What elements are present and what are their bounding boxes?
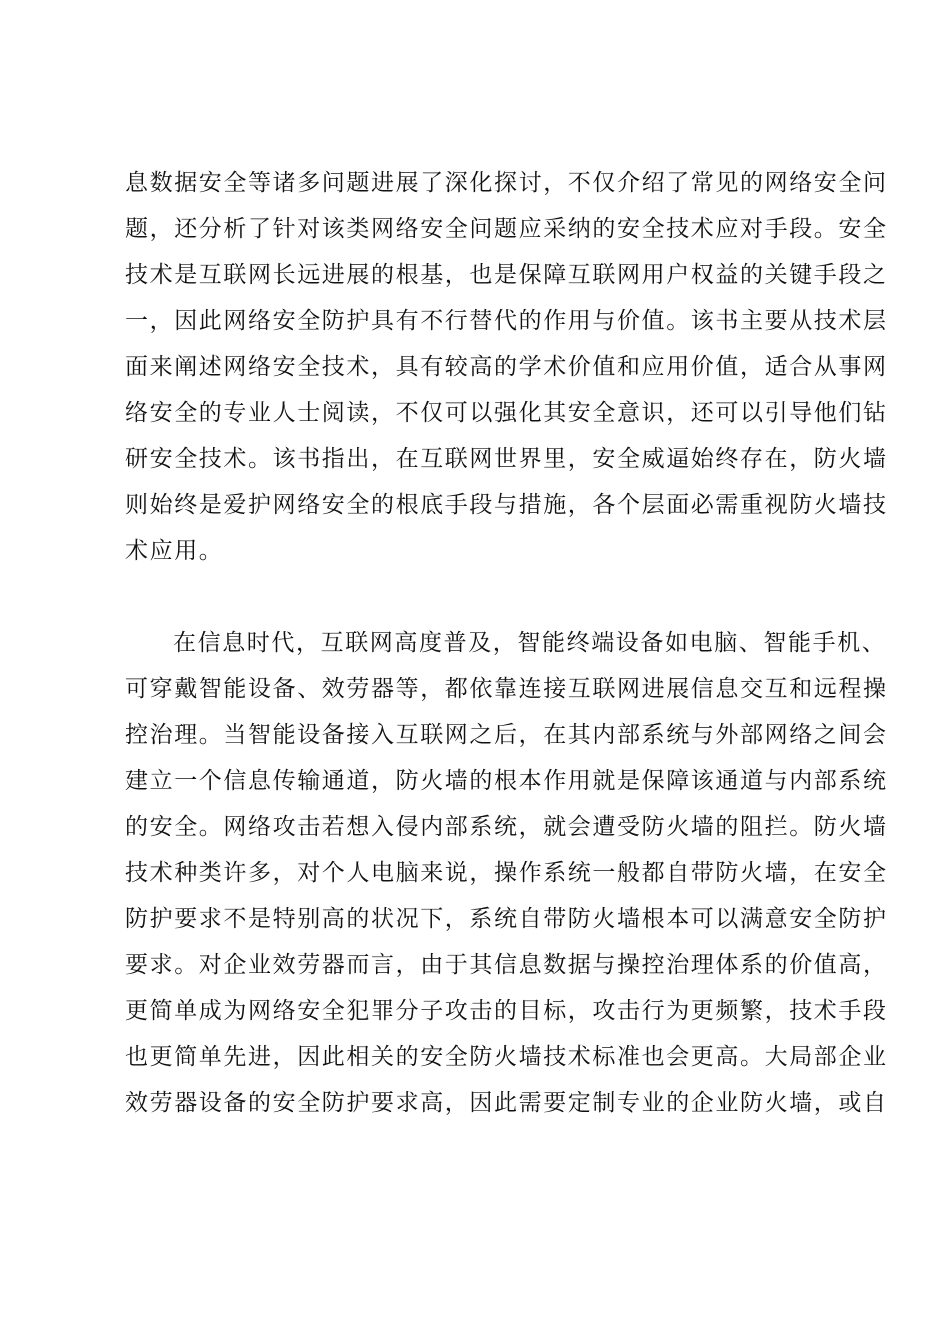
paragraph-1-line: 研安全技术。该书指出，在互联网世界里，安全威逼始终存在，防火墙 bbox=[125, 446, 888, 472]
paragraph-2-line: 防护要求不是特别高的状况下，系统自带防火墙根本可以满意安全防护 bbox=[125, 906, 888, 932]
paragraph-2 bbox=[125, 620, 888, 1126]
paragraph-1-line: 息数据安全等诸多问题进展了深化探讨，不仅介绍了常见的网络安全问 bbox=[125, 170, 888, 196]
paragraph-2-line: 更简单成为网络安全犯罪分子攻击的目标，攻击行为更频繁，技术手段 bbox=[125, 998, 888, 1024]
paragraph-1-line: 一，因此网络安全防护具有不行替代的作用与价值。该书主要从技术层 bbox=[125, 308, 888, 334]
paragraph-2-line: 的安全。网络攻击若想入侵内部系统，就会遭受防火墙的阻拦。防火墙 bbox=[125, 814, 888, 840]
paragraph-2-line: 建立一个信息传输通道，防火墙的根本作用就是保障该通道与内部系统 bbox=[125, 768, 888, 794]
paragraph-1-line: 技术是互联网长远进展的根基，也是保障互联网用户权益的关键手段之 bbox=[125, 262, 888, 288]
paragraph-1-line: 则始终是爱护网络安全的根底手段与措施，各个层面必需重视防火墙技 bbox=[125, 492, 888, 518]
paragraph-1-line: 络安全的专业人士阅读，不仅可以强化其安全意识，还可以引导他们钻 bbox=[125, 400, 888, 426]
paragraph-1-line: 面来阐述网络安全技术，具有较高的学术价值和应用价值，适合从事网 bbox=[125, 354, 888, 380]
paragraph-1-line: 术应用。 bbox=[125, 538, 224, 564]
paragraph-2-line: 技术种类许多，对个人电脑来说，操作系统一般都自带防火墙，在安全 bbox=[125, 860, 888, 886]
paragraph-2-line: 要求。对企业效劳器而言，由于其信息数据与操控治理体系的价值高， bbox=[125, 952, 888, 978]
paragraph-2-line: 在信息时代，互联网高度普及，智能终端设备如电脑、智能手机、 bbox=[173, 630, 887, 656]
paragraph-2-line: 可穿戴智能设备、效劳器等，都依靠连接互联网进展信息交互和远程操 bbox=[125, 676, 888, 702]
paragraph-1 bbox=[125, 160, 888, 574]
paragraph-2-line: 效劳器设备的安全防护要求高，因此需要定制专业的企业防火墙，或自 bbox=[125, 1090, 888, 1116]
paragraph-2-line: 控治理。当智能设备接入互联网之后，在其内部系统与外部网络之间会 bbox=[125, 722, 888, 748]
paragraph-2-line: 也更简单先进，因此相关的安全防火墙技术标准也会更高。大局部企业 bbox=[125, 1044, 888, 1070]
paragraph-1-line: 题，还分析了针对该类网络安全问题应采纳的安全技术应对手段。安全 bbox=[125, 216, 888, 242]
